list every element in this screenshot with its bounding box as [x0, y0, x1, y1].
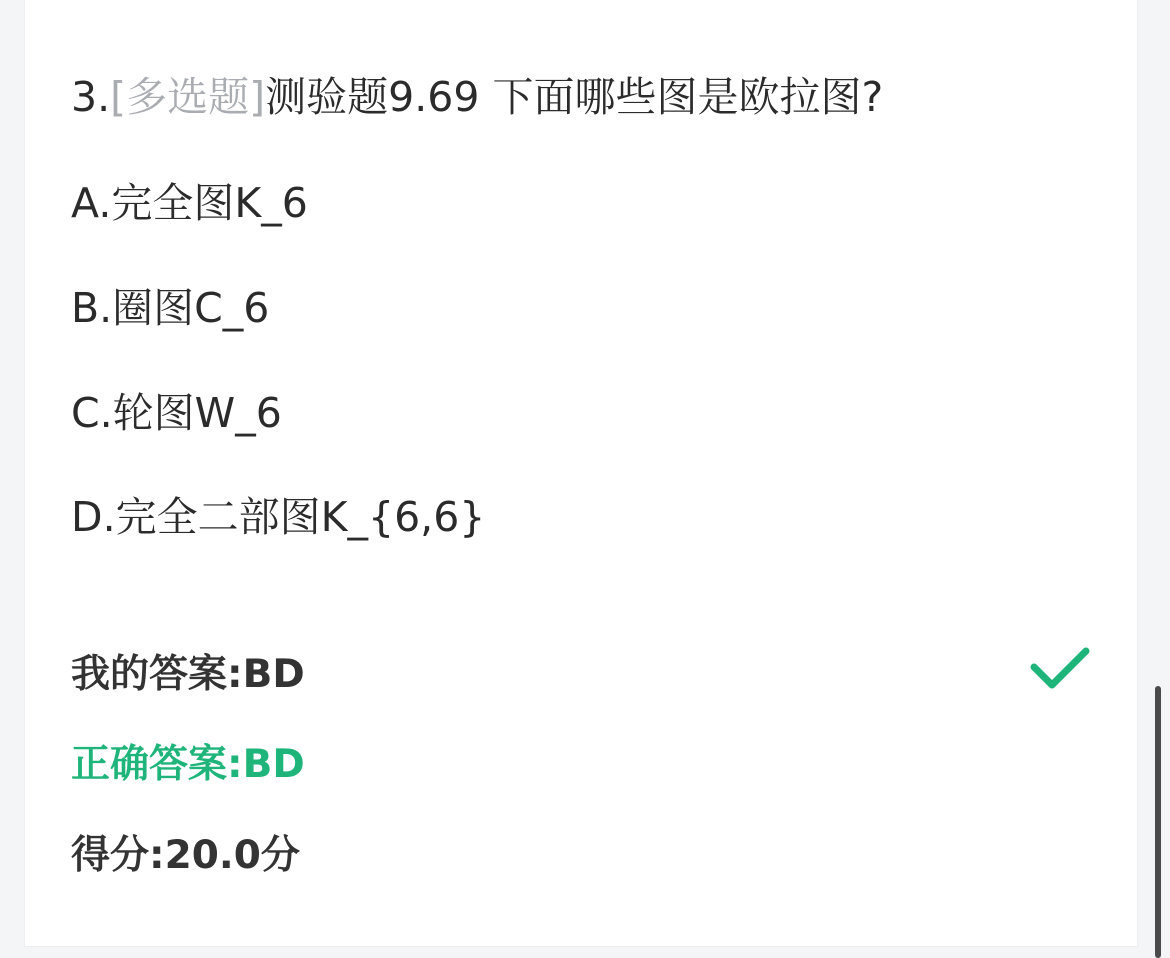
option-c: C.轮图W_6: [71, 389, 282, 437]
my-answer: [71, 643, 305, 699]
scrollbar[interactable]: [1155, 686, 1161, 958]
my-answer-value: BD: [242, 652, 305, 697]
score: [71, 824, 300, 880]
option-b: B.圈图C_6: [71, 284, 270, 332]
correct-answer: [71, 733, 305, 789]
option-a: A.完全图K_6: [71, 179, 308, 227]
question-card: [24, 0, 1138, 947]
option-d: D.完全二部图K_{6,6}: [71, 493, 486, 541]
question-number: 3.: [71, 73, 111, 121]
question-text: 测验题9.69 下面哪些图是欧拉图?: [265, 73, 884, 121]
score-value: 20.0分: [164, 833, 300, 878]
score-label: 得分:: [71, 833, 165, 878]
my-answer-label: 我的答案:: [71, 652, 243, 697]
correct-answer-label: 正确答案:: [71, 742, 243, 787]
question-title: [71, 64, 883, 123]
checkmark-icon: [1028, 643, 1092, 693]
correct-answer-value: BD: [242, 742, 305, 787]
question-type: [多选题]: [110, 73, 266, 121]
